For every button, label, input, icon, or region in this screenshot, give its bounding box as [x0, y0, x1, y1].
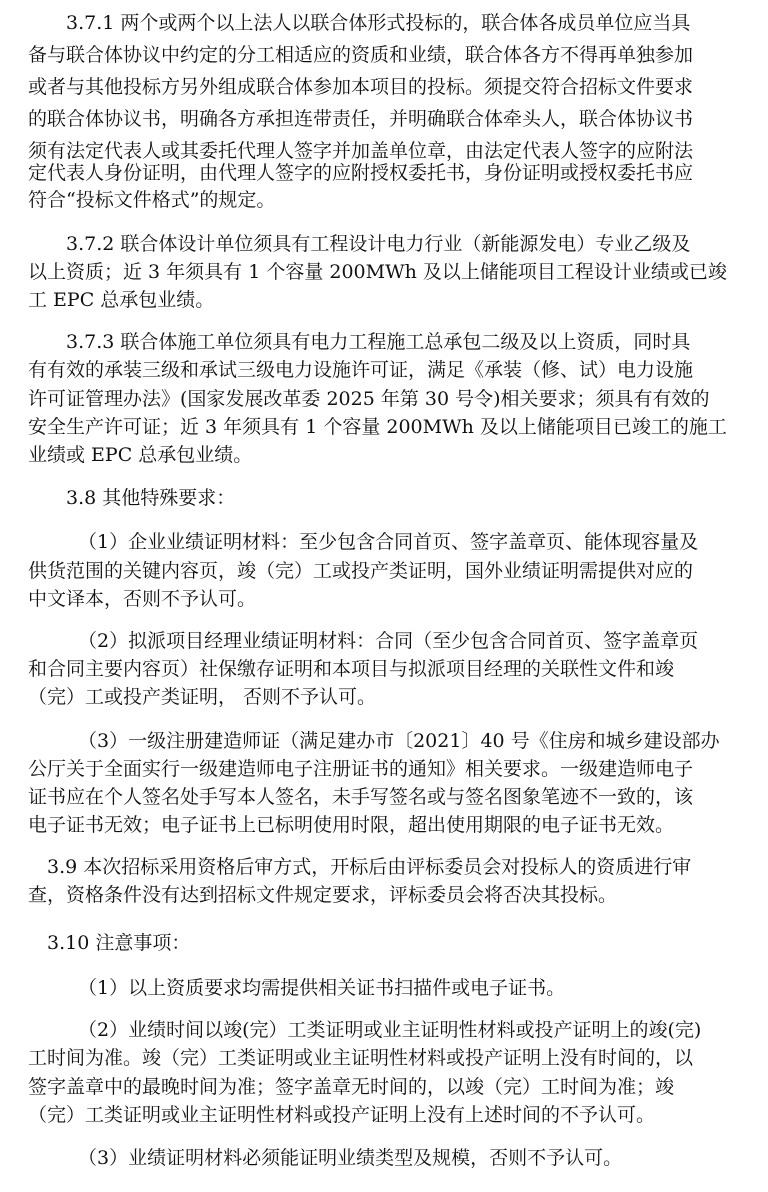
text-line: 备与联合体协议中约定的分工相适应的资质和业绩，联合体各方不得再单独参加: [28, 44, 694, 66]
text-line: 签字盖章中的最晚时间为准；签字盖章无时间的，以竣（完）工时间为准；竣: [28, 1076, 675, 1098]
text-line: 查，资格条件没有达到招标文件规定要求，评标委员会将否决其投标。: [28, 884, 618, 906]
text-line: 须有法定代表人或其委托代理人签字并加盖单位章，由法定代表人签字的应附法: [28, 140, 694, 162]
text-line: 定代表人身份证明，由代理人签字的应附授权委托书，身份证明或授权委托书应: [28, 162, 694, 184]
text-line: （2）拟派项目经理业绩证明材料：合同（至少包含合同首页、签字盖章页: [78, 630, 699, 652]
text-line: 3.7.1 两个或两个以上法人以联合体形式投标的，联合体各成员单位应当具: [66, 12, 691, 34]
section-heading: 3.10 注意事项：: [47, 932, 191, 954]
text-line: 3.7.2 联合体设计单位须具有工程设计电力行业（新能源发电）专业乙级及: [66, 233, 691, 255]
text-line: （1）以上资质要求均需提供相关证书扫描件或电子证书。: [78, 977, 566, 999]
text-line: 有有效的承装三级和承试三级电力设施许可证，满足《承装（修、试）电力设施: [28, 359, 694, 381]
text-line: 电子证书无效；电子证书上已标明使用时限，超出使用期限的电子证书无效。: [28, 814, 675, 836]
text-line: （3）一级注册建造师证（满足建办市〔2021〕40 号《住房和城乡建设部办: [78, 730, 720, 752]
text-line: 符合“投标文件格式”的规定。: [28, 189, 276, 211]
text-line: 业绩或 EPC 总承包业绩。: [28, 444, 253, 466]
text-line: 3.7.3 联合体施工单位须具有电力工程施工总承包二级及以上资质，同时具: [66, 331, 691, 353]
text-line: 供货范围的关键内容页，竣（完）工或投产类证明，国外业绩证明需提供对应的: [28, 560, 694, 582]
text-line: 工时间为准。竣（完）工类证明或业主证明性材料或投产证明上没有时间的，以: [28, 1047, 694, 1069]
text-line: （完）工类证明或业主证明性材料或投产证明上没有上述时间的不予认可。: [28, 1104, 656, 1126]
text-line: 公厅关于全面实行一级建造师电子注册证书的通知》相关要求。一级建造师电子: [28, 758, 694, 780]
text-line: （3）业绩证明材料必须能证明业绩类型及规模，否则不予认可。: [78, 1147, 623, 1169]
text-line: （1）企业业绩证明材料：至少包含合同首页、签字盖章页、能体现容量及: [78, 531, 699, 553]
text-line: 3.9 本次招标采用资格后审方式，开标后由评标委员会对投标人的资质进行审: [47, 856, 692, 878]
text-line: 许可证管理办法》(国家发展改革委 2025 年第 30 号令)相关要求；须具有有效的: [28, 388, 710, 410]
text-line: 和合同主要内容页）社保缴存证明和本项目与拟派项目经理的关联性文件和竣: [28, 658, 675, 680]
text-line: 的联合体协议书，明确各方承担连带责任，并明确联合体牵头人，联合体协议书: [28, 108, 694, 130]
text-line: 中文译本，否则不予认可。: [28, 588, 257, 610]
text-line: 以上资质；近 3 年须具有 1 个容量 200MWh 及以上储能项目工程设计业绩或已竣: [28, 261, 727, 283]
text-line: （2）业绩时间以竣(完）工类证明或业主证明性材料或投产证明上的竣(完): [78, 1019, 702, 1041]
text-line: 安全生产许可证；近 3 年须具有 1 个容量 200MWh 及以上储能项目已竣工的施工: [28, 416, 727, 438]
text-line: 或者与其他投标方另外组成联合体参加本项目的投标。须提交符合招标文件要求: [28, 76, 694, 98]
text-line: 工 EPC 总承包业绩。: [28, 289, 215, 311]
text-line: 证书应在个人签名处手写本人签名，未手写签名或与签名图象笔迹不一致的，该: [28, 786, 694, 808]
section-heading: 3.8 其他特殊要求：: [66, 487, 236, 509]
text-line: （完）工或投产类证明， 否则不予认可。: [28, 686, 377, 708]
